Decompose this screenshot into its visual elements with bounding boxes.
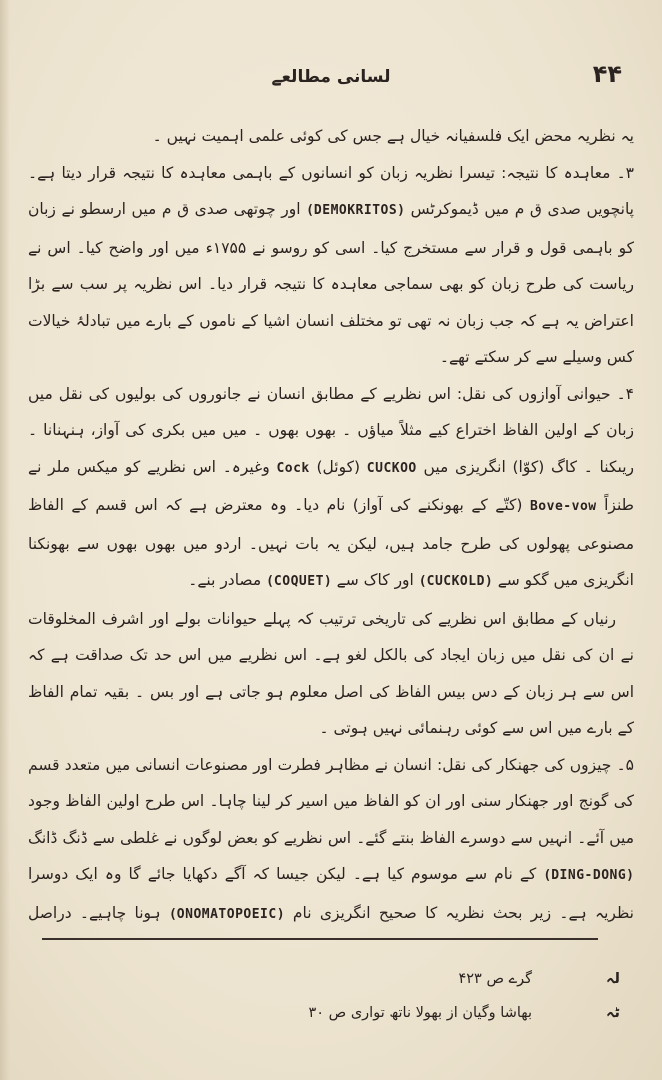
running-title: لسانی مطالعے [271,67,391,87]
body-text [28,118,634,928]
latin-term: (DEMOKRITOS) [306,203,406,218]
paragraph-text: ہونا چاہیے۔ دراصل [28,903,161,922]
footnote-text: بھاشا وگیان از بھولا ناتھ تواری ص ۳۰ [308,1005,532,1021]
footnote [40,962,620,996]
latin-term: CUCKOO [366,460,417,476]
footnote [40,996,620,1030]
paragraph-text: رنیاں کے مطابق اس نظریے کی تاریخی ترتیب کہ پہلے حیوانات بولے اور اشرف المخلوقات نے ان کی نقل میں زبان ایجاد کی بالکل لغو ہے۔ اس نظریے میں اس حد تک صداقت ہے کہ اس سے ہر زبان کے دس بیس الفاظ کی اصل معلوم ہو جاتی ہے اور بس ۔ بقیہ تمام الفاظ کے بارے میں اس سے کوئی رہنمائی نہیں ہوتی ۔ [28,609,634,737]
paragraph [28,601,634,747]
paragraph-text: مصادر بنے۔ [188,571,262,589]
paragraph-text: (کتّے کے بھونکنے کی آواز) نام دیا۔ وہ معترض ہے کہ اس قسم کے الفاظ مصنوعی پھولوں کی طرح جامد ہیں، لیکن یہ بات نہیں۔ اردو میں بھوں بھوں سے بھونکنا انگریزی میں گکو سے [28,496,634,589]
page-header [30,58,632,98]
paragraph-text: یہ نظریہ محض ایک فلسفیانہ خیال ہے جس کی کوئی علمی اہمیت نہیں ۔ [152,127,634,145]
paragraph [28,376,634,601]
paragraph [28,118,634,155]
latin-term: (COQUET) [266,574,332,589]
paragraph-text: اور کاک سے [336,571,414,589]
paragraph-text: ۵۔ چیزوں کی جھنکار کی نقل: انسان نے مظاہر فطرت اور مصنوعات انسانی میں متعدد قسم کی گونج اور جھنکار سنی اور ان کو الفاظ میں اسیر کر لینا چاہا۔ اس طرح اولین الفاظ وجود میں آئے۔ انہیں سے دوسرے الفاظ بنتے گئے۔ اس نظریے کو بعض لوگوں نے غلطی سے ڈنگ ڈانگ [28,755,634,847]
paragraph-text: کے نام سے موسوم کیا ہے۔ لیکن جیسا کہ آگے دکھایا جائے گا وہ ایک دوسرا نظریہ ہے۔ زیر بحث نظریہ کا صحیح انگریزی نام [28,865,634,922]
paragraph-text: وغیرہ۔ اس نظریے کو میکس ملر نے طنزاً [28,457,634,514]
paragraph [28,747,634,929]
page-number: ۴۴ [592,60,622,88]
footnote-divider [42,938,598,940]
latin-term: (CUCKOLD) [418,574,493,589]
latin-term: (DING-DONG) [543,868,634,883]
latin-term: (ONOMATOPOEIC) [168,906,285,922]
footnotes [40,962,620,1030]
paragraph [28,155,634,376]
paragraph-text: اور چوتھی صدی ق م میں ارسطو نے زبان کو باہمی قول و قرار سے مستخرج کیا۔ اسی کو روسو نے ۱۷۵۵ء میں اور واضح کیا۔ اس نے ریاست کی طرح زبان کو بھی سماجی معاہدہ کا نتیجہ قرار دیا۔ اس نظریہ پر سب سے بڑا اعتراض یہ ہے کہ جب زبان نہ تھی تو مختلف انسان اشیا کے ناموں کے بارے میں تبادلۂ خیالات کس وسیلے سے کر سکتے تھے۔ [28,200,634,366]
latin-term: Cock [276,460,310,476]
paragraph-text: ۴۔ حیوانی آوازوں کی نقل: اس نظریے کے مطابق انسان نے جانوروں کی بولیوں کی نقل میں زبان کے اولین الفاظ اختراع کیے مثلاً میاؤں ۔ بھوں بھوں ۔ میں میں بکری کی آواز، ہنہنانا ۔ ریںکنا ۔ کاگ (کوّا) انگریزی میں [28,384,634,476]
footnote-text: گرے ص ۴۲۳ [458,971,532,987]
paragraph-text: ۳۔ معاہدہ کا نتیجہ: تیسرا نظریہ زبان کو انسانوں کے باہمی معاہدہ کا نتیجہ قرار دیتا ہے۔ پانچویں صدی ق م میں ڈیموکرٹس [28,163,634,218]
latin-term: Bove-vow [529,499,597,514]
footnote-marker: لہ [606,971,620,987]
paragraph-text: (کوئل) [316,457,361,476]
footnote-marker: ٹہ [606,1005,620,1021]
